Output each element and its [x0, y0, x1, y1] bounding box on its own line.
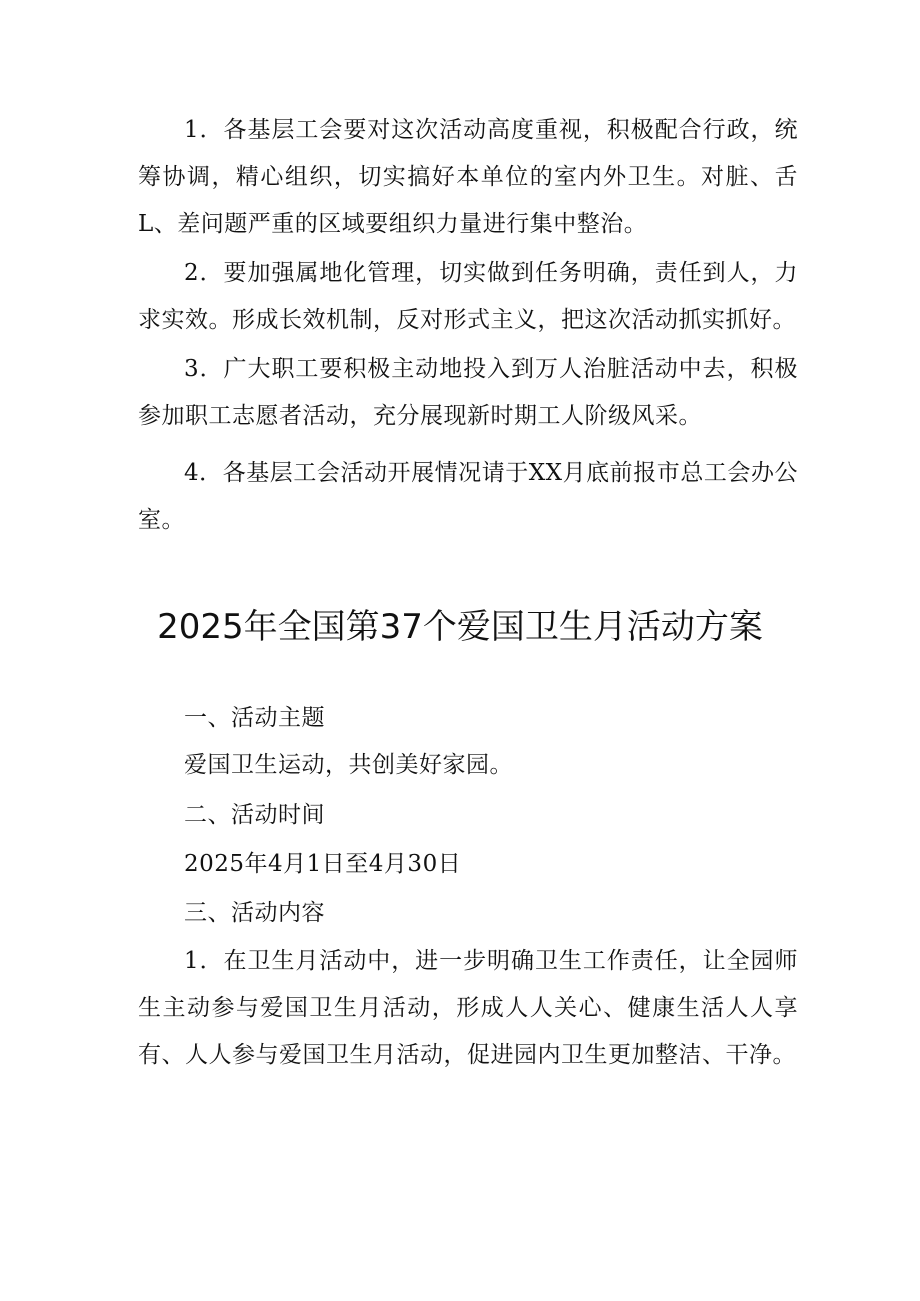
paragraph-item-4: 4．各基层工会活动开展情况请于XX月底前报市总工会办公室。 [138, 460, 798, 533]
paragraph-item-3: 3．广大职工要积极主动地投入到万人治脏活动中去，积极参加职工志愿者活动，充分展现新时期工人阶级风采。 [138, 356, 798, 429]
heading-theme: 一、活动主题 [184, 705, 325, 731]
paragraph-item-1: 1．各基层工会要对这次活动高度重视，积极配合行政，统筹协调，精心组织，切实搞好本单位的室内外卫生。对脏、舌L、差问题严重的区域要组织力量进行集中整治。 [138, 117, 798, 237]
document-title: 2025年全国第37个爱国卫生月活动方案 [157, 607, 763, 647]
heading-content: 三、活动内容 [184, 900, 325, 926]
paragraph-item-2: 2．要加强属地化管理，切实做到任务明确，责任到人，力求实效。形成长效机制，反对形式主义，把这次活动抓实抓好。 [138, 260, 798, 333]
heading-time: 二、活动时间 [184, 802, 325, 828]
content-item-1: 1．在卫生月活动中，进一步明确卫生工作责任，让全园师生主动参与爱国卫生月活动，形成人人关心、健康生活人人享有、人人参与爱国卫生月活动，促进园内卫生更加整洁、干净。 [138, 948, 798, 1068]
time-text: 2025年4月1日至4月30日 [184, 851, 462, 877]
theme-text: 爱国卫生运动，共创美好家园。 [184, 752, 513, 778]
